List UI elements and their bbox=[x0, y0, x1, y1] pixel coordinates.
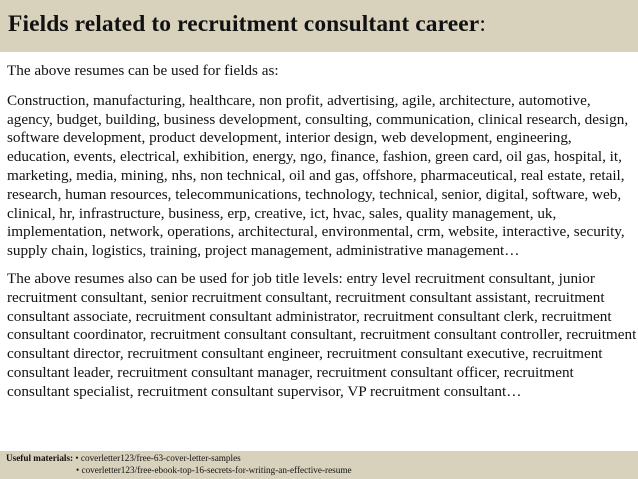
footer-row-2 bbox=[6, 465, 638, 477]
page-title-colon: : bbox=[479, 11, 486, 37]
footer-link-ebook-resume-secrets[interactable]: • coverletter123/free-ebook-top-16-secrets-for-writing-an-effective-resume bbox=[76, 464, 352, 475]
footer-row-1 bbox=[6, 453, 638, 465]
intro-text: The above resumes can be used for fields as: bbox=[7, 62, 279, 79]
title-bar bbox=[0, 0, 638, 52]
useful-materials-label: Useful materials: bbox=[6, 453, 74, 463]
page-title-text: Fields related to recruitment consultant career bbox=[8, 11, 480, 37]
job-levels-paragraph: The above resumes also can be used for job title levels: entry level recruitment consultant, junior recruitment consultant, senior recruitment consultant, recruitment consultant assistant, recruitment consultant associate, recruitment consultant administrator, recruitment consultant clerk, recruitment consultant coordinator, recruitment consultant consultant, recruitment consultant controller, recruitment consultant director, recruitment consultant engineer, recruitment consultant executive, recruitment consultant leader, recruitment consultant manager, recruitment consultant officer, recruitment consultant specialist, recruitment consultant supervisor, VP recruitment consultant… bbox=[7, 269, 637, 400]
main-content bbox=[7, 62, 637, 402]
footer-bar bbox=[0, 451, 638, 479]
footer-link-cover-letter-samples[interactable]: • coverletter123/free-63-cover-letter-samples bbox=[75, 453, 241, 463]
page-title bbox=[8, 11, 638, 38]
fields-paragraph: Construction, manufacturing, healthcare, non profit, advertising, agile, architecture, automotive, agency, budget, building, business development, consulting, communication, clinical research, design, software development, product development, interior design, web development, engineering, education, events, electrical, exhibition, energy, ngo, finance, fashion, green card, oil gas, hospital, it, marketing, media, mining, nhs, non technical, oil and gas, offshore, pharmaceutical, real estate, retail, research, human resources, telecommunications, technology, technical, senior, digital, software, web, clinical, hr, infrastructure, business, erp, creative, ict, hvac, sales, quality management, uk, implementation, network, operations, architectural, environmental, crm, website, interactive, security, supply chain, logistics, training, project management, administrative management… bbox=[7, 91, 629, 260]
